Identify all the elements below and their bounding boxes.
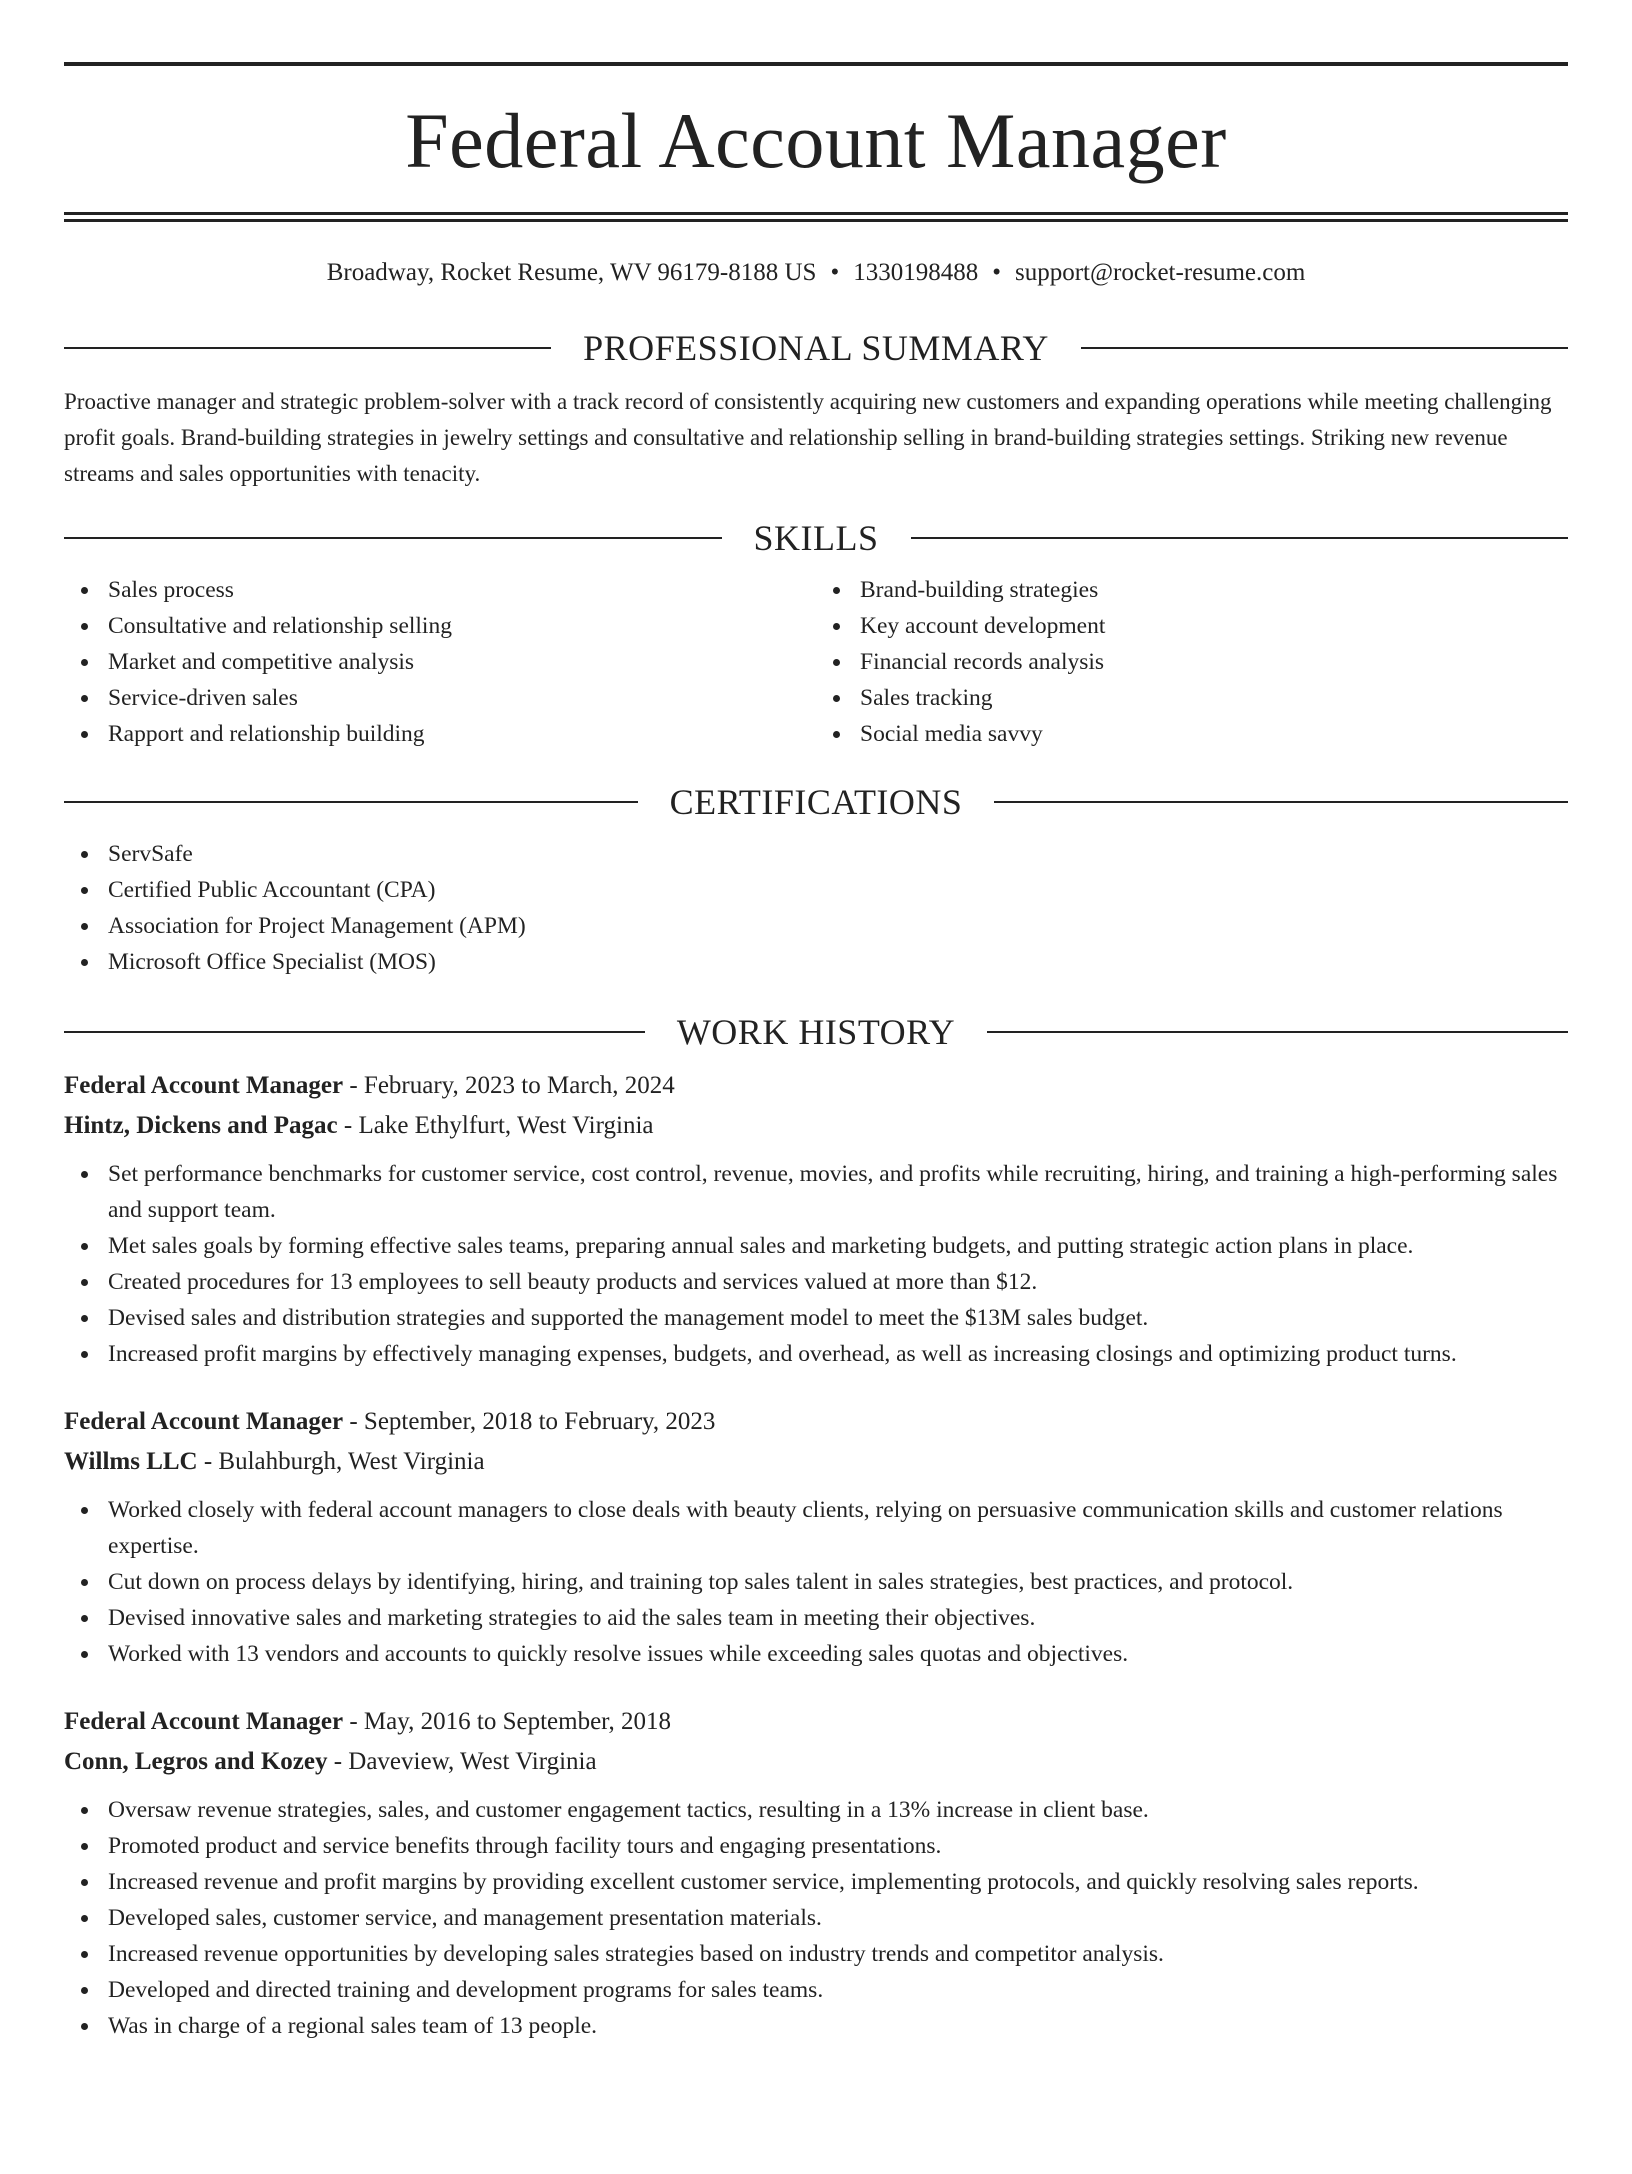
contact-separator: •	[992, 259, 1001, 286]
job-dates: - February, 2023 to March, 2024	[343, 1072, 675, 1099]
heading-rule	[987, 1031, 1568, 1033]
job-bullet: Cut down on process delays by identifying, hiring, and training top sales talent in sales strategies, best practices, and protocol.	[64, 1564, 1568, 1600]
job-bullet: Developed and directed training and development programs for sales teams.	[64, 1972, 1568, 2008]
resume-title: Federal Account Manager	[405, 97, 1227, 184]
job-title-line	[64, 1066, 1568, 1106]
title-double-rule	[64, 212, 1568, 222]
job-location: - Bulahburgh, West Virginia	[197, 1448, 485, 1475]
job-title: Federal Account Manager	[64, 1708, 344, 1735]
resume-page	[0, 62, 1632, 2174]
skill-item: Key account development	[816, 608, 1568, 644]
certification-item: Microsoft Office Specialist (MOS)	[64, 944, 1568, 980]
skill-item: Social media savvy	[816, 716, 1568, 752]
job-company-line	[64, 1442, 1568, 1482]
job-dates: - September, 2018 to February, 2023	[343, 1408, 716, 1435]
job-title: Federal Account Manager	[64, 1408, 344, 1435]
job-bullet: Developed sales, customer service, and management presentation materials.	[64, 1900, 1568, 1936]
heading-rule	[64, 1031, 645, 1033]
job-bullet: Devised sales and distribution strategies and supported the management model to meet the $13M sales budget.	[64, 1300, 1568, 1336]
heading-rule	[1081, 347, 1568, 349]
certifications-heading-label: CERTIFICATIONS	[669, 782, 963, 822]
skill-item: Financial records analysis	[816, 644, 1568, 680]
job-title: Federal Account Manager	[64, 1072, 344, 1099]
skill-item: Market and competitive analysis	[64, 644, 816, 680]
job-title-line	[64, 1702, 1568, 1742]
skill-item: Sales process	[64, 572, 816, 608]
certification-item: Association for Project Management (APM)	[64, 908, 1568, 944]
job-bullets	[64, 1156, 1568, 1372]
job-bullet: Met sales goals by forming effective sales teams, preparing annual sales and marketing budgets, and putting strategic action plans in place.	[64, 1228, 1568, 1264]
job-company: Conn, Legros and Kozey	[64, 1748, 328, 1775]
skills-list-right	[816, 572, 1568, 752]
skill-item: Brand-building strategies	[816, 572, 1568, 608]
certifications-list	[64, 836, 1568, 980]
certifications-heading	[64, 780, 1568, 824]
contact-email[interactable]: support@rocket-resume.com	[1015, 259, 1306, 286]
heading-rule	[911, 537, 1569, 539]
job-entry	[64, 1402, 1568, 1672]
job-bullet: Worked with 13 vendors and accounts to quickly resolve issues while exceeding sales quotas and objectives.	[64, 1636, 1568, 1672]
summary-text: Proactive manager and strategic problem-solver with a track record of consistently acquiring new customers and expanding operations while meeting challenging profit goals. Brand-building strategies in jewelry settings and consultative and relationship selling in brand-building strategies settings. Striking new revenue streams and sales opportunities with tenacity.	[64, 389, 1552, 486]
job-bullet: Increased revenue and profit margins by providing excellent customer service, implementing protocols, and quickly resolving sales reports.	[64, 1864, 1568, 1900]
job-dates: - May, 2016 to September, 2018	[343, 1708, 671, 1735]
job-bullet: Increased profit margins by effectively managing expenses, budgets, and overhead, as well as increasing closings and optimizing product turns.	[64, 1336, 1568, 1372]
job-location: - Lake Ethylfurt, West Virginia	[337, 1112, 654, 1139]
certification-item: Certified Public Accountant (CPA)	[64, 872, 1568, 908]
job-entry	[64, 1066, 1568, 1372]
contact-separator: •	[830, 259, 840, 286]
job-bullet: Oversaw revenue strategies, sales, and customer engagement tactics, resulting in a 13% increase in client base.	[64, 1792, 1568, 1828]
top-rule	[64, 62, 1568, 66]
job-bullet: Promoted product and service benefits through facility tours and engaging presentations.	[64, 1828, 1568, 1864]
contact-phone: 1330198488	[853, 259, 979, 286]
job-company: Hintz, Dickens and Pagac	[64, 1112, 338, 1139]
skill-item: Service-driven sales	[64, 680, 816, 716]
skills-columns	[64, 572, 1568, 752]
work-history-heading-label: WORK HISTORY	[676, 1012, 956, 1052]
summary-heading-label: PROFESSIONAL SUMMARY	[583, 328, 1049, 368]
job-entry	[64, 1702, 1568, 2044]
job-bullets	[64, 1492, 1568, 1672]
skill-item: Rapport and relationship building	[64, 716, 816, 752]
heading-rule	[64, 347, 551, 349]
contact-line	[64, 258, 1568, 288]
certification-item: ServSafe	[64, 836, 1568, 872]
job-bullet: Was in charge of a regional sales team of 13 people.	[64, 2008, 1568, 2044]
job-bullet: Worked closely with federal account managers to close deals with beauty clients, relying on persuasive communication skills and customer relations expertise.	[64, 1492, 1568, 1564]
job-bullet: Set performance benchmarks for customer service, cost control, revenue, movies, and profits while recruiting, hiring, and training a high-performing sales and support team.	[64, 1156, 1568, 1228]
job-bullets	[64, 1792, 1568, 2044]
work-history-heading	[64, 1010, 1568, 1054]
skill-item: Consultative and relationship selling	[64, 608, 816, 644]
job-company: Willms LLC	[64, 1448, 198, 1475]
contact-address: Broadway, Rocket Resume, WV 96179-8188 US	[326, 259, 817, 286]
job-location: - Daveview, West Virginia	[327, 1748, 597, 1775]
job-company-line	[64, 1742, 1568, 1782]
summary-heading	[64, 326, 1568, 370]
job-bullet: Created procedures for 13 employees to sell beauty products and services valued at more than $12.	[64, 1264, 1568, 1300]
skills-heading	[64, 516, 1568, 560]
job-title-line	[64, 1402, 1568, 1442]
job-bullet: Devised innovative sales and marketing strategies to aid the sales team in meeting their objectives.	[64, 1600, 1568, 1636]
skill-item: Sales tracking	[816, 680, 1568, 716]
heading-rule	[994, 801, 1568, 803]
heading-rule	[64, 537, 722, 539]
skills-list-left	[64, 572, 816, 752]
job-bullet: Increased revenue opportunities by developing sales strategies based on industry trends and competitor analysis.	[64, 1936, 1568, 1972]
job-company-line	[64, 1106, 1568, 1146]
heading-rule	[64, 801, 638, 803]
skills-heading-label: SKILLS	[753, 518, 879, 558]
